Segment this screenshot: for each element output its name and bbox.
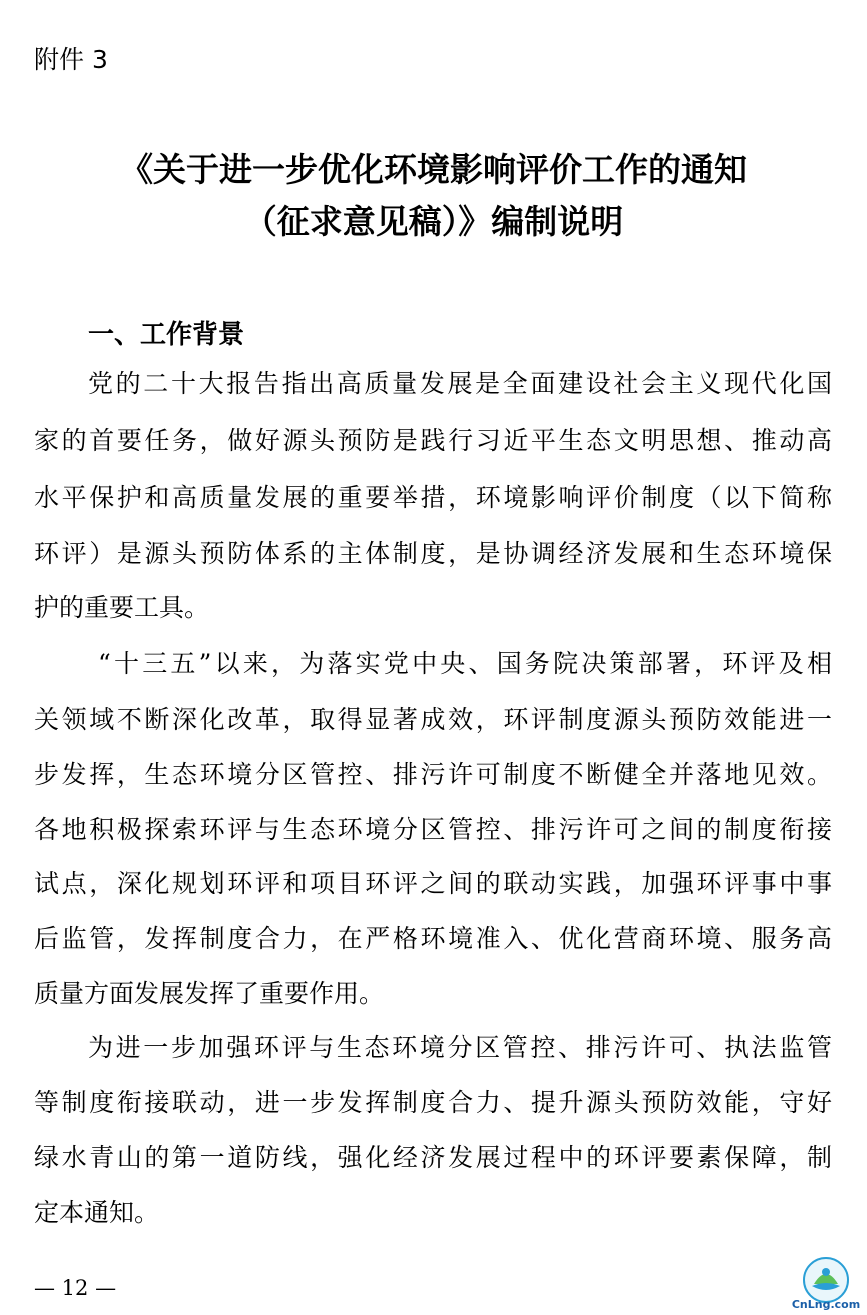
paragraph-line: 环评）是源头预防体系的主体制度，是协调经济发展和生态环境保 — [34, 539, 832, 568]
paragraph-line: 为进一步加强环评与生态环境分区管控、排污许可、执法监管 — [88, 1033, 832, 1062]
paragraph-line: 质量方面发展发挥了重要作用。 — [34, 979, 385, 1008]
paragraph-line: 水平保护和高质量发展的重要举措，环境影响评价制度（以下简称 — [34, 483, 832, 512]
paragraph-line: 定本通知。 — [34, 1198, 160, 1227]
paragraph-line: 试点，深化规划环评和项目环评之间的联动实践，加强环评事中事 — [34, 869, 832, 898]
document-title-line-1: 《关于进一步优化环境影响评价工作的通知 — [120, 150, 747, 189]
watermark-logo-icon — [790, 1254, 862, 1310]
paragraph-line: 党的二十大报告指出高质量发展是全面建设社会主义现代化国 — [88, 369, 832, 398]
page-number: — 12 — — [34, 1276, 117, 1300]
paragraph-line: 家的首要任务，做好源头预防是践行习近平生态文明思想、推动高 — [34, 426, 832, 455]
attachment-label: 附件 3 — [34, 45, 108, 74]
section-heading: 一、工作背景 — [88, 320, 245, 350]
document-title-line-2: （征求意见稿）》编制说明 — [243, 202, 624, 241]
paragraph-line: 护的重要工具。 — [34, 593, 210, 622]
paragraph-line: 关领域不断深化改革，取得显著成效，环评制度源头预防效能进一 — [34, 705, 832, 734]
paragraph-line: 各地积极探索环评与生态环境分区管控、排污许可之间的制度衔接 — [34, 815, 832, 844]
paragraph-line: 步发挥，生态环境分区管控、排污许可制度不断健全并落地见效。 — [34, 760, 832, 789]
paragraph-line: 后监管，发挥制度合力，在严格环境准入、优化营商环境、服务高 — [34, 924, 832, 953]
svg-text:CnLng.com: CnLng.com — [791, 1298, 861, 1310]
paragraph-line: 绿水青山的第一道防线，强化经济发展过程中的环评要素保障，制 — [34, 1143, 832, 1172]
paragraph-line: 等制度衔接联动，进一步发挥制度合力、提升源头预防效能，守好 — [34, 1088, 832, 1117]
paragraph-line: “十三五”以来，为落实党中央、国务院决策部署，环评及相 — [98, 649, 832, 678]
